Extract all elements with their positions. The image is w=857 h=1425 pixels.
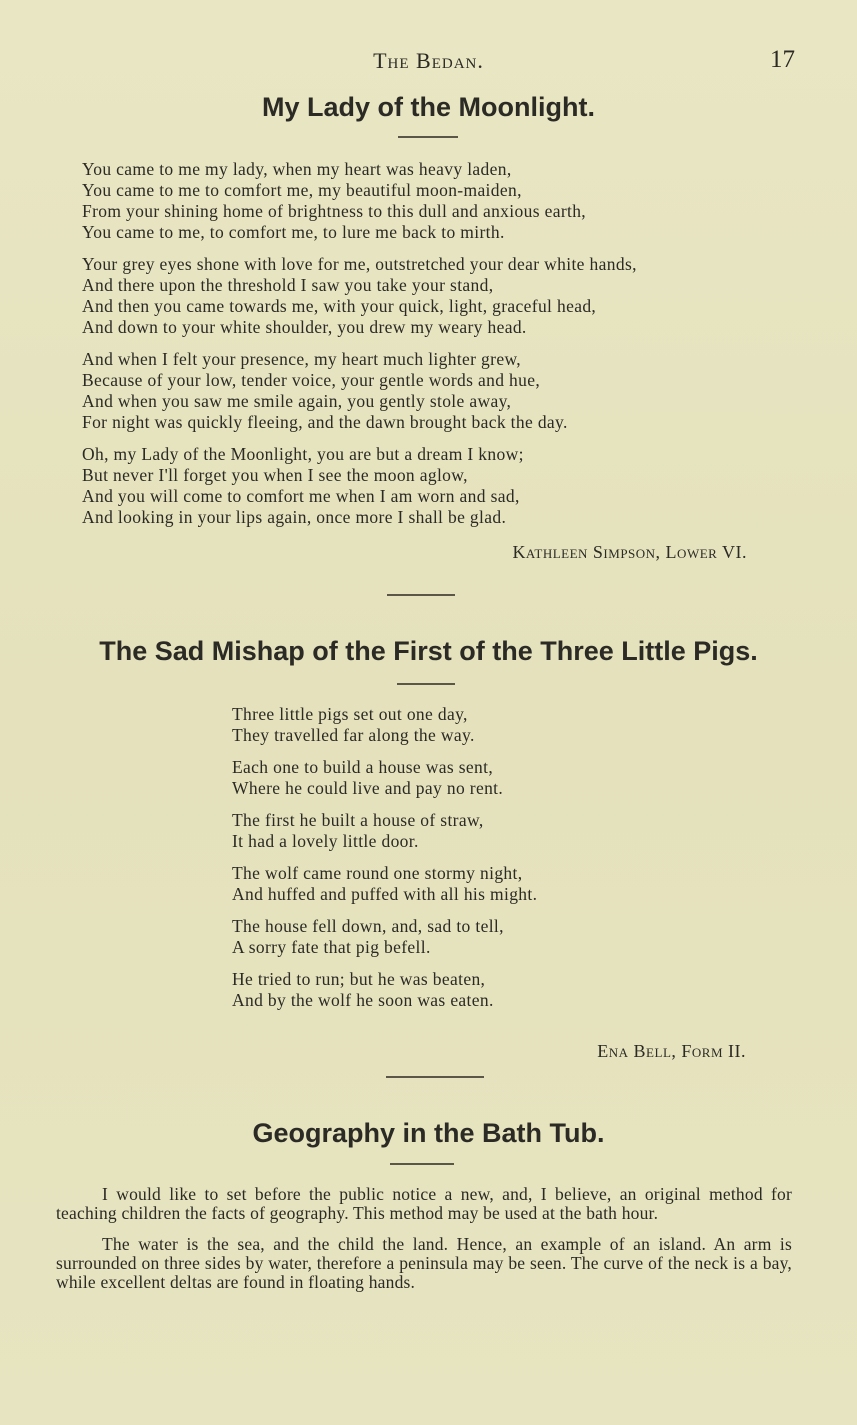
stanza xyxy=(82,444,822,528)
poem-line: A sorry fate that pig befell. xyxy=(232,937,431,957)
poem-three-pigs xyxy=(232,704,652,1022)
poem-line: And there upon the threshold I saw you take your stand, xyxy=(82,275,494,295)
title-rule xyxy=(398,136,458,138)
poem-line: For night was quickly fleeing, and the dawn brought back the day. xyxy=(82,412,568,432)
poem-line: He tried to run; but he was beaten, xyxy=(232,969,486,989)
poem-line: But never I'll forget you when I see the moon aglow, xyxy=(82,465,468,485)
poem-line: And you will come to comfort me when I am worn and sad, xyxy=(82,486,520,506)
poem-line: You came to me my lady, when my heart was heavy laden, xyxy=(82,159,512,179)
stanza xyxy=(232,916,652,958)
poem-line: The house fell down, and, sad to tell, xyxy=(232,916,504,936)
stanza xyxy=(82,254,822,338)
section-divider xyxy=(386,1076,484,1078)
stanza xyxy=(232,863,652,905)
article-title-moonlight: My Lady of the Moonlight. xyxy=(262,92,595,122)
page-number: 17 xyxy=(770,46,795,73)
title-rule xyxy=(397,683,455,685)
title-rule xyxy=(390,1163,454,1165)
poem-line: And huffed and puffed with all his might. xyxy=(232,884,538,904)
author-byline: Ena Bell, Form II. xyxy=(597,1041,746,1061)
poem-line: And when I felt your presence, my heart much lighter grew, xyxy=(82,349,522,369)
stanza xyxy=(232,810,652,852)
paragraph: The water is the sea, and the child the land. Hence, an example of an island. An arm is surrounded on three sides by water, therefore a peninsula may be seen. The curve of the neck is a bay, while excellent deltas are found in floating hands. xyxy=(56,1234,792,1292)
poem-line: Your grey eyes shone with love for me, outstretched your dear white hands, xyxy=(82,254,637,274)
poem-line: And when you saw me smile again, you gently stole away, xyxy=(82,391,512,411)
poem-line: And by the wolf he soon was eaten. xyxy=(232,990,494,1010)
author-byline: Kathleen Simpson, Lower VI. xyxy=(512,542,747,562)
poem-line: The first he built a house of straw, xyxy=(232,810,484,830)
poem-line: From your shining home of brightness to this dull and anxious earth, xyxy=(82,201,587,221)
section-divider xyxy=(387,594,455,596)
poem-line: It had a lovely little door. xyxy=(232,831,419,851)
stanza xyxy=(232,757,652,799)
stanza xyxy=(82,159,822,243)
stanza xyxy=(232,704,652,746)
poem-line: Oh, my Lady of the Moonlight, you are but a dream I know; xyxy=(82,444,524,464)
article-title-geography: Geography in the Bath Tub. xyxy=(252,1118,605,1148)
poem-line: Where he could live and pay no rent. xyxy=(232,778,504,798)
poem-line: Because of your low, tender voice, your gentle words and hue, xyxy=(82,370,541,390)
poem-line: You came to me, to comfort me, to lure me back to mirth. xyxy=(82,222,505,242)
paragraph: I would like to set before the public notice a new, and, I believe, an original method for teaching children the facts of geography. This method may be used at the bath hour. xyxy=(56,1184,792,1223)
poem-line: Three little pigs set out one day, xyxy=(232,704,468,724)
poem-moonlight xyxy=(82,159,822,539)
stanza xyxy=(82,349,822,433)
running-title: The Bedan. xyxy=(373,48,484,73)
poem-line: You came to me to comfort me, my beautiful moon-maiden, xyxy=(82,180,522,200)
running-head xyxy=(0,44,857,74)
poem-line: Each one to build a house was sent, xyxy=(232,757,494,777)
article-title-pigs: The Sad Mishap of the First of the Three Little Pigs. xyxy=(99,636,758,666)
poem-line: And then you came towards me, with your quick, light, graceful head, xyxy=(82,296,597,316)
poem-line: And down to your white shoulder, you drew my weary head. xyxy=(82,317,527,337)
geography-text xyxy=(56,1185,792,1304)
poem-line: And looking in your lips again, once more I shall be glad. xyxy=(82,507,507,527)
poem-line: The wolf came round one stormy night, xyxy=(232,863,523,883)
poem-line: They travelled far along the way. xyxy=(232,725,475,745)
stanza xyxy=(232,969,652,1011)
